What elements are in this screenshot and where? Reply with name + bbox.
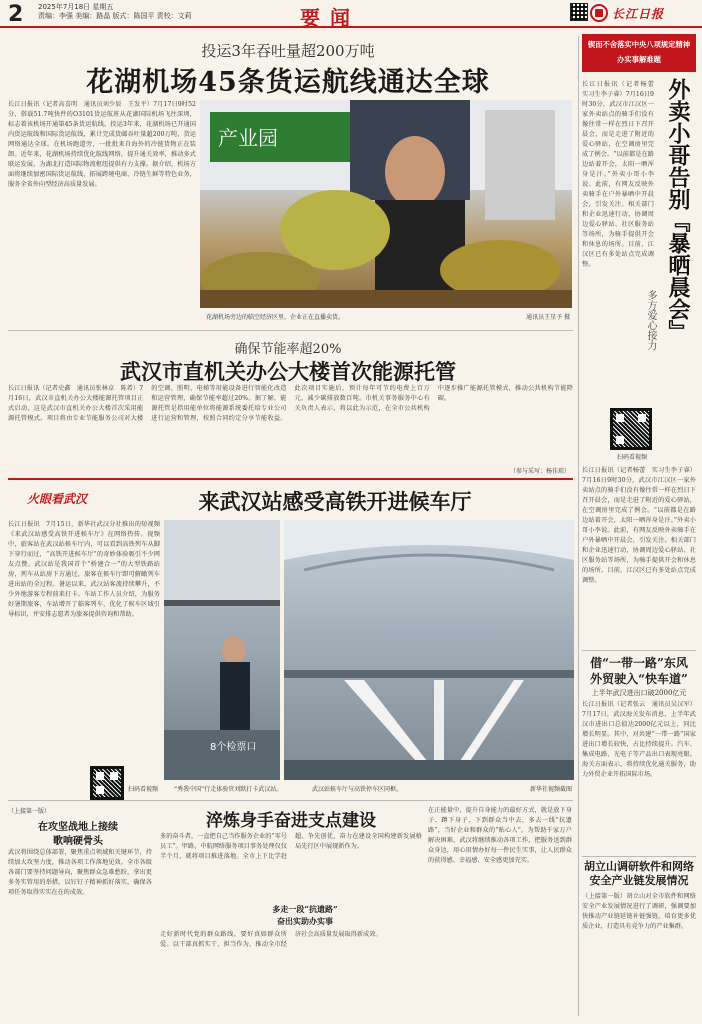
bottom-left-body: 武汉将围绕总体部署，聚焦重点领域和关键环节，持续加大攻坚力度，推动各项工作落地见效。全市各级各部门要坚持问题导向，聚焦群众急难愁盼，拿出更多务实管用的举措，以钉钉子精神抓好落实，确保各项任务取得实实在在的成效。 bbox=[8, 849, 152, 896]
right-feature-kicker: 多方爱心接力 bbox=[645, 290, 656, 350]
discipline-banner bbox=[582, 34, 696, 72]
second-story-kicker: 确保节能率超20% bbox=[234, 342, 342, 357]
right-feature-body-cont: 长江日报讯（记者杨蕾 实习生李子睿）7月16日9时30分，武汉市江汉区一家外卖站点的骑手们没有像往常一样在烈日下召开晨会，而是走进了附近的爱心驿站，在空调房里完成了例会。“以前都是在路边站着开会，太阳一晒浑身是汗。”外卖小哥小李说。此前，有网友反映外卖骑手在户外暴晒中开晨会，引发关注。相关部门和企业迅速行动，协调周边爱心驿站、社区服务站等场所，为骑手提供开会和休息的场所。目前，江汉区已有多处站点完成调整。 bbox=[582, 467, 696, 584]
photo-sign-text: 产业园 bbox=[218, 126, 278, 150]
bottom-left-headline-b: 歌响硬骨头 bbox=[53, 836, 103, 847]
livestream-scene-illustration bbox=[200, 100, 572, 308]
top-story-kicker: 投运3年吞吐量超200万吨 bbox=[201, 42, 375, 60]
top-photo-caption: 花湖机场旁边的临空经济区里，企业正在直播卖货。 bbox=[206, 314, 345, 321]
third-qr-caption: 扫码看视频 bbox=[128, 786, 159, 793]
editors-line: 责编：李强 美编：路晶 版式：陈国平 责校：文莉 bbox=[38, 12, 192, 20]
banner-line-2: 办实事解难题 bbox=[617, 55, 661, 64]
bottom-right-body: 在正能量中，提升自身能力的最好方式，就是放下身子、蹲下身子，下到群众当中去，多去一线“抗遗路”，当好企业和群众的“贴心人”。为帮助千家万户解决困难，武汉将继续推动各项工作，把服务送到群众身边，用心用情办好每一件民生实事，让人民群众的获得感、幸福感、安全感更加充实。 bbox=[428, 807, 572, 864]
bottom-mid-quote-b: 奋出实助办实事 bbox=[277, 916, 333, 926]
right-feature-body: 长江日报讯（记者杨蕾 实习生李子睿）7月16日9时30分，武汉市江汉区一家外卖站点的骑手们没有像往常一样在烈日下召开晨会，而是走进了附近的爱心驿站，在空调房里完成了例会。“以前都是在路边站着开会，太阳一晒浑身是汗。”外卖小哥小李说。此前，有网友反映外卖骑手在户外暴晒中开晨会，引发关注。相关部门和企业迅速行动，协调周边爱心驿站、社区服务站等场所，为骑手提供开会和休息的场所。目前，江汉区已有多处站点完成调整。 bbox=[582, 81, 661, 268]
right-divider bbox=[582, 650, 696, 651]
column-logo bbox=[14, 484, 100, 512]
bottom-mid-headline: 淬炼身手奋进支点建设 bbox=[206, 811, 376, 831]
right-second-body: （上接第一版）胡立山对全市软件和网络安全产业发展情况进行了调研，强调要加快推动产业链延链补链强链，培育更多优质企业，打造具有竞争力的产业集群。 bbox=[582, 893, 696, 930]
second-story-credit: （参与采写：杨佳琼） bbox=[509, 468, 570, 475]
feature-qr-caption: 扫码看视频 bbox=[616, 454, 647, 461]
third-photo-right-caption: 武汉站候车厅与高铁停车区同框。 bbox=[312, 786, 403, 793]
top-photo-credit: 通讯员王星予 摄 bbox=[526, 314, 570, 321]
masthead-qr-icon bbox=[570, 3, 588, 21]
bottom-mid-body-2: 走好新时代党的群众路线，要好真如群众所爱。以干部真抓实干、担当作为，推动全市经济社会高质量发展取得新成效。 bbox=[160, 931, 382, 948]
top-story-photo bbox=[200, 100, 572, 308]
right-second-headline: 胡立山调研软件和网络安全产业链发展情况 bbox=[584, 860, 694, 887]
top-story-headline: 花湖机场45条货运航线通达全球 bbox=[86, 67, 490, 98]
bottom-divider bbox=[8, 800, 573, 801]
right-feature-vertical-title: 外卖小哥告别『暴晒晨会』 bbox=[665, 78, 691, 342]
bottom-left-headline-a: 在攻坚战地上接续 bbox=[38, 822, 118, 833]
date-line: 2025年7月18日 星期五 bbox=[38, 3, 114, 11]
third-photo-left-caption: “秀我中国”行走体验官刘默打卡武汉站。 bbox=[174, 786, 283, 793]
third-story-body: 长江日报讯 7月15日，新华社武汉分社推出的短视频《来武汉站感受高铁开进候车厅》在网络热传。视频中，旅客站在武汉站候车厅内，可以看到高铁列车从脚下穿行而过，“高铁开进候车厅”的奇妙体验吸引不少网友点赞。武汉站是我国首个“桥建合一”的大型铁路站房，列车从站房下方通过，旅客在候车厅即可俯瞰列车进出站的全过程。暑运以来，武汉站客流持续攀升，不少外地游客专程前来打卡。车站工作人员介绍，为服务好暑期旅客，车站增开了临客列车，优化了候车区域引导标识，并安排志愿者为旅客提供咨询和帮助。 bbox=[8, 521, 160, 618]
banner-line-1: 锲而不舍落实中央八项规定精神 bbox=[587, 40, 691, 49]
column-divider bbox=[578, 36, 579, 1016]
section-divider bbox=[8, 330, 573, 331]
third-photo-right bbox=[284, 520, 574, 780]
bottom-mid-body: 多的奋斗者，一直把自己当作服务企业的“零号员工”。甲路，中航网络服务项目事务处理仅仅半个月，就将项目推进落地。全市上下比学赶超、争先创优，奋力在建设全国构建新发展格局先行区中展现新作为。 bbox=[160, 833, 422, 860]
brand-name: 长江日报 bbox=[612, 6, 665, 21]
bottom-left-continued: （上接第一版） bbox=[8, 808, 51, 815]
section-rule bbox=[8, 478, 573, 480]
brand-logo bbox=[590, 3, 694, 23]
station-hall-person-illustration bbox=[164, 520, 280, 780]
column-logo-text: 火眼看武汉 bbox=[26, 491, 87, 506]
bottom-mid-quote-a: 多走一段“抗遗路” bbox=[272, 904, 338, 914]
third-photo-left bbox=[164, 520, 280, 780]
section-title: 要闻 bbox=[300, 6, 360, 30]
right-bottom-headline-2: 外贸驶入“快车道” bbox=[590, 672, 688, 686]
second-story-body: 长江日报讯（记者史鑫 通讯员张林卓 陈希）7月16日，武汉市直机关办公大楼能源托管项目正式启动，这是武汉市直机关办公大楼首次采用能源托管模式。项目将由专业节能服务公司对大楼的空调、照明、电梯等用能设备进行智能化改造和运营管理，确保节能率超过20%。据了解，能源托管是指用能单位将能源系统委托给专业公司进行运营和管理，按照合同约定分享节能收益。此次项目实施后，预计每年可节约电费上百万元，减少碳排放数百吨。市机关事务服务中心有关负责人表示，将以此为示范，在全市公共机构中逐步推广能源托管模式，推动公共机构节能降碳。 bbox=[8, 385, 573, 422]
station-trains-illustration bbox=[284, 520, 574, 780]
feature-video-qr-icon[interactable] bbox=[610, 408, 652, 450]
right-bottom-headline-1: 借“一带一路”东风 bbox=[590, 656, 688, 670]
photo-overlay-text: 8个检票口 bbox=[210, 742, 257, 753]
video-qr-icon[interactable] bbox=[90, 766, 124, 800]
second-story-headline: 武汉市直机关办公大楼首次能源托管 bbox=[120, 359, 456, 384]
third-story-headline: 来武汉站感受高铁开进候车厅 bbox=[198, 489, 472, 514]
page-number: 2 bbox=[8, 2, 24, 27]
top-story-body: 长江日报讯（记者高喜明 通讯员刘少辰 王发平）7月17日9时52分，搭载51.7吨快件的O3101货运航班从花湖国际机场飞往深圳，标志着该机场开通第45条货运航线。投运3年来，花湖机场已开通国内货运航线和国际货运航线，累计完成货邮吞吐量超200万吨，货运网络通达全球。在机场跑道旁，一批批来自海外的冷链货物正在装卸。近年来，花湖机场持续优化航线网络，提升通关效率，推动多式联运发展，为湖北打造国际物流枢纽提供有力支撑。据介绍，机场方面将继续加密国际货运航线，拓展跨境电商、冷链生鲜等特色业务，服务全省外向型经济高质量发展。 bbox=[8, 101, 196, 188]
brand-seal-icon bbox=[590, 4, 608, 22]
page-meta bbox=[38, 3, 208, 21]
third-photo-credit: 新华社视频截图 bbox=[529, 786, 572, 793]
right-divider-2 bbox=[582, 856, 696, 857]
right-bottom-body: 长江日报讯（记者张云 通讯员吴汉军）7月17日，武汉海关发布消息，上半年武汉市进出口总值达2000亿元以上，同比增长明显。其中，对共建“一带一路”国家进出口增长较快，占比持续提升。汽车、集成电路、光电子等产品出口表现亮眼。海关方面表示，将持续优化通关服务，助力外贸企业开拓国际市场。 bbox=[582, 701, 696, 778]
right-bottom-subhead: 上半年武汉进出口破2000亿元 bbox=[591, 689, 687, 697]
